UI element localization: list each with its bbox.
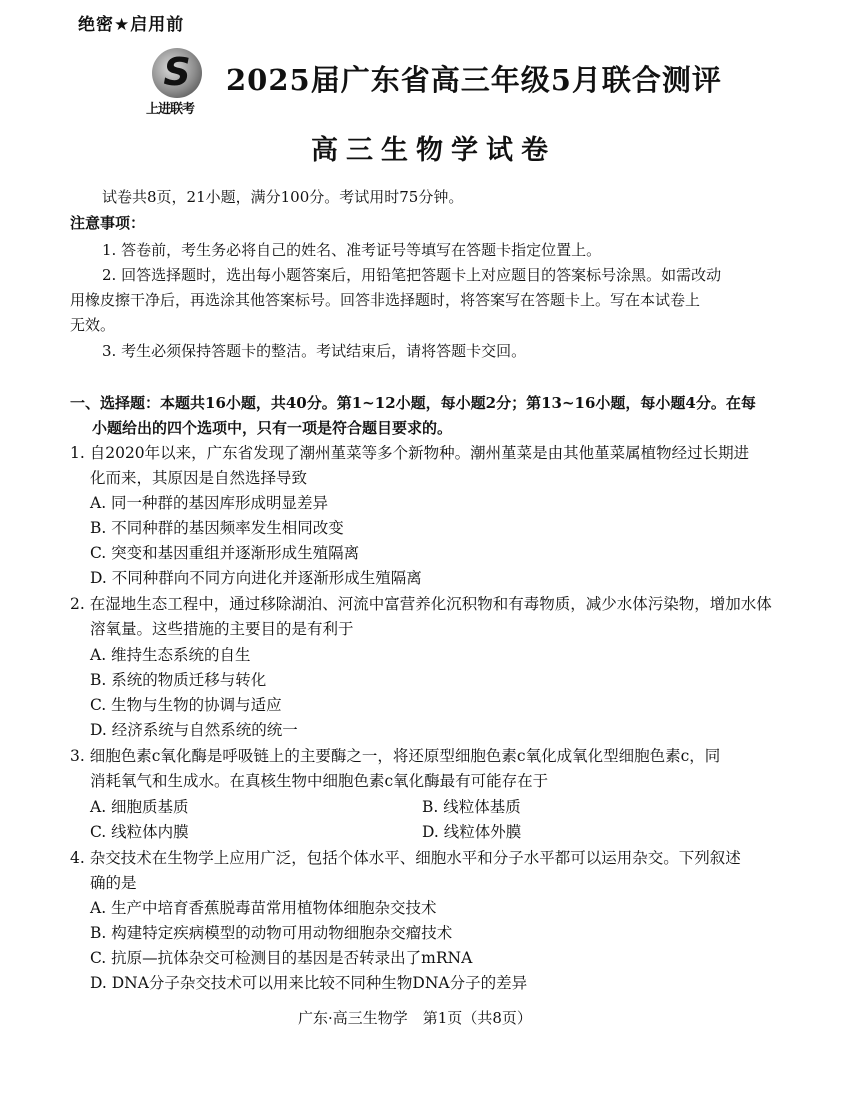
exam-title: 2025届广东省高三年级5月联合测评 (226, 63, 722, 97)
section-heading-line-2: 小题给出的四个选项中，只有一项是符合题目要求的。 (92, 419, 453, 437)
q4-stem-line-2: 确的是 (90, 874, 137, 892)
q1-option-d: D. 不同种群向不同方向进化并逐渐形成生殖隔离 (90, 569, 422, 587)
q3-option-c: C. 线粒体内膜 (90, 823, 189, 841)
q3-option-d: D. 线粒体外膜 (422, 823, 522, 841)
q1-stem-line-1: 1. 自2020年以来，广东省发现了潮州堇菜等多个新物种。潮州堇菜是由其他堇菜属植物经过长期进 (70, 444, 750, 462)
exam-info: 试卷共8页，21小题，满分100分。考试用时75分钟。 (102, 188, 464, 206)
q2-stem-line-1: 2. 在湿地生态工程中，通过移除湖泊、河流中富营养化沉积物和有毒物质，减少水体污染物，增加水体 (70, 595, 772, 613)
q3-stem-line-2: 消耗氧气和生成水。在真核生物中细胞色素c氧化酶最有可能存在于 (90, 772, 549, 790)
note-3: 3. 考生必须保持答题卡的整洁。考试结束后，请将答题卡交回。 (102, 342, 527, 360)
publisher-logo (146, 48, 210, 118)
confidential-label: 绝密★启用前 (78, 15, 185, 35)
q1-option-b: B. 不同种群的基因频率发生相同改变 (90, 519, 344, 537)
q2-option-d: D. 经济系统与自然系统的统一 (90, 721, 298, 739)
logo-text: 上进联考 (146, 102, 195, 117)
q2-option-a: A. 维持生态系统的自生 (90, 646, 251, 664)
note-1: 1. 答卷前，考生务必将自己的姓名、准考证号等填写在答题卡指定位置上。 (102, 241, 602, 259)
q1-option-c: C. 突变和基因重组并逐渐形成生殖隔离 (90, 544, 360, 562)
q2-option-b: B. 系统的物质迁移与转化 (90, 671, 267, 689)
q4-option-d: D. DNA分子杂交技术可以用来比较不同种生物DNA分子的差异 (90, 974, 528, 992)
notes-heading: 注意事项： (70, 214, 146, 232)
page-footer: 广东·高三生物学 第1页（共8页） (298, 1009, 532, 1027)
q1-stem-line-2: 化而来，其原因是自然选择导致 (90, 469, 308, 487)
q4-option-b: B. 构建特定疾病模型的动物可用动物细胞杂交瘤技术 (90, 924, 453, 942)
q2-option-c: C. 生物与生物的协调与适应 (90, 696, 282, 714)
q4-option-a: A. 生产中培育香蕉脱毒苗常用植物体细胞杂交技术 (90, 899, 437, 917)
logo-letter: S (163, 50, 191, 94)
q4-stem-line-1: 4. 杂交技术在生物学上应用广泛，包括个体水平、细胞水平和分子水平都可以运用杂交。下列叙述 (70, 849, 741, 867)
q3-option-a: A. 细胞质基质 (90, 798, 189, 816)
q3-option-b: B. 线粒体基质 (422, 798, 521, 816)
paper-subtitle: 高三生物学试卷 (311, 135, 556, 166)
q4-option-c: C. 抗原—抗体杂交可检测目的基因是否转录出了mRNA (90, 949, 473, 967)
section-heading-line-1: 一、选择题：本题共16小题，共40分。第1~12小题，每小题2分；第13~16小题，每小题4分。在每 (70, 394, 756, 412)
q1-option-a: A. 同一种群的基因库形成明显差异 (90, 494, 329, 512)
note-2-line-1: 2. 回答选择题时，选出每小题答案后，用铅笔把答题卡上对应题目的答案标号涂黑。如需改动 (102, 266, 722, 284)
note-2-line-2: 用橡皮擦干净后，再选涂其他答案标号。回答非选择题时，将答案写在答题卡上。写在本试卷上 (70, 291, 701, 309)
q3-stem-line-1: 3. 细胞色素c氧化酶是呼吸链上的主要酶之一，将还原型细胞色素c氧化成氧化型细胞色素c，同 (70, 747, 721, 765)
note-2-line-3: 无效。 (70, 316, 116, 334)
q2-stem-line-2: 溶氧量。这些措施的主要目的是有利于 (90, 620, 354, 638)
